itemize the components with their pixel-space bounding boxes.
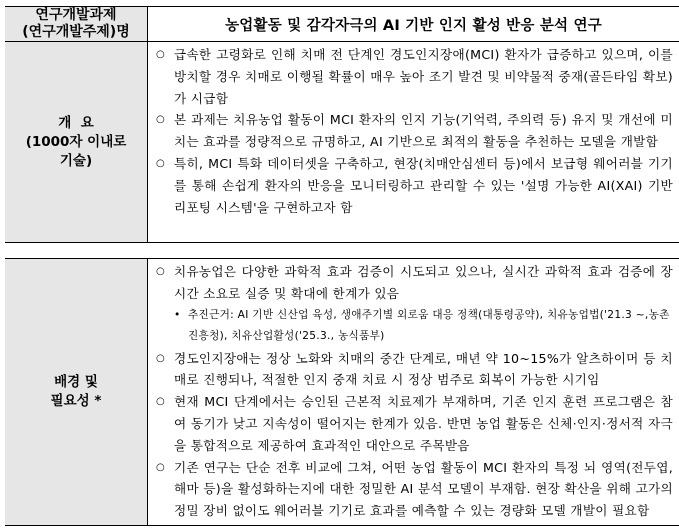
background-row — [5, 259, 679, 526]
background-sub-item-text: 추진근거: AI 기반 신산업 육성, 생애주기별 외로움 대응 정책(대통령공약), 치유농업법('21.3 ~,농촌진흥청), 치유산업활성('25.3., 농식품부) — [188, 308, 670, 343]
overview-item-text: 본 과제는 치유농업 활동이 MCI 환자의 인지 기능(기억력, 주의력 등) 유지 및 개선에 미치는 효과를 정량적으로 규명하고, AI 기반으로 최적의 활동을 추천하는 모델을 개발함 — [174, 112, 673, 150]
overview-item — [154, 44, 673, 109]
overview-row — [5, 42, 679, 243]
overview-label-line1: 개 요 — [58, 114, 94, 131]
background-item-text: 치유농업은 다양한 과학적 효과 검증이 시도되고 있으나, 실시간 과학적 효과 검증에 장시간 소요로 실증 및 확대에 한계가 있음 — [174, 264, 673, 301]
circle-bullet-icon: ○ — [156, 352, 165, 364]
background-item-text: 현재 MCI 단계에서는 승인된 근본적 치료제가 부재하며, 기존 인지 훈련 프로그램은 참여 동기가 낮고 지속성이 떨어지는 한계가 있음. 반면 농업 활동은 신체·인지·정서적 자극을 통합적으로 제공하여 효과적인 대안으로 주목받음 — [174, 394, 673, 453]
overview-label-line2: (1000자 이내로 — [25, 133, 127, 150]
circle-bullet-icon: ○ — [156, 461, 165, 473]
background-item — [154, 348, 673, 392]
overview-table — [5, 6, 679, 243]
background-item-text: 기존 연구는 단순 전후 비교에 그쳐, 어떤 농업 활동이 MCI 환자의 특정 뇌 영역(전두엽, 해마 등)을 활성화하는지에 대한 정밀한 AI 분석 모델이 부재함. 현장 확산을 위해 고가의 정밀 장비 없이도 웨어러블 기기로 효과를 예측할 수 있는 경량화 모델 개발이 필요함 — [174, 459, 673, 519]
project-title: 농업활동 및 감각자극의 AI 기반 인지 활성 반응 분석 연구 — [148, 7, 679, 42]
circle-bullet-icon: ○ — [156, 266, 165, 277]
background-table — [5, 258, 679, 526]
background-item-text: 경도인지장애는 정상 노화와 치매의 중간 단계로, 매년 약 10~15%가 알츠하이머 등 치매로 진행되나, 적절한 인지 중재 치료 시 정상 범주로 회복이 가능한 시기임 — [174, 350, 673, 388]
title-label-line1: 연구개발과제 — [35, 7, 117, 23]
overview-item-text: 특히, MCI 특화 데이터셋을 구축하고, 현장(치매안심센터 등)에서 보급형 웨어러블 기기를 통해 손쉽게 환자의 반응을 모니터링하고 관리할 수 있는 '설명 가능한 AI(XAI) 기반 리포팅 시스템'을 구현하고자 함 — [174, 155, 673, 215]
overview-label-cell — [5, 42, 148, 243]
background-label-cell — [5, 259, 148, 526]
overview-content-cell — [148, 42, 679, 243]
background-item — [154, 391, 673, 456]
background-label-line1: 배경 및 — [54, 374, 98, 390]
background-item — [154, 457, 673, 522]
background-label-line2: 필요성 * — [50, 393, 102, 409]
circle-bullet-icon: ○ — [156, 49, 165, 60]
title-label-line2: (연구개발주제)명 — [22, 24, 130, 40]
overview-label-line3: 기술) — [59, 152, 93, 169]
circle-bullet-icon: ○ — [156, 114, 165, 126]
title-label-cell — [5, 7, 148, 42]
background-content-cell — [148, 259, 679, 526]
overview-item — [154, 153, 673, 218]
title-row — [5, 7, 679, 42]
overview-item — [154, 109, 673, 153]
overview-item-text: 급속한 고령화로 인해 치매 전 단계인 경도인지장애(MCI) 환자가 급증하고 있으며, 이를 방치할 경우 치매로 이행될 확률이 매우 높아 조기 발견 및 비약물적 중재(골든타임 확보)가 시급함 — [174, 47, 673, 106]
background-sub-item — [154, 305, 673, 348]
circle-bullet-icon: ○ — [156, 157, 165, 169]
background-item — [154, 261, 673, 305]
dot-bullet-icon: • — [174, 308, 180, 321]
circle-bullet-icon: ○ — [156, 396, 165, 408]
